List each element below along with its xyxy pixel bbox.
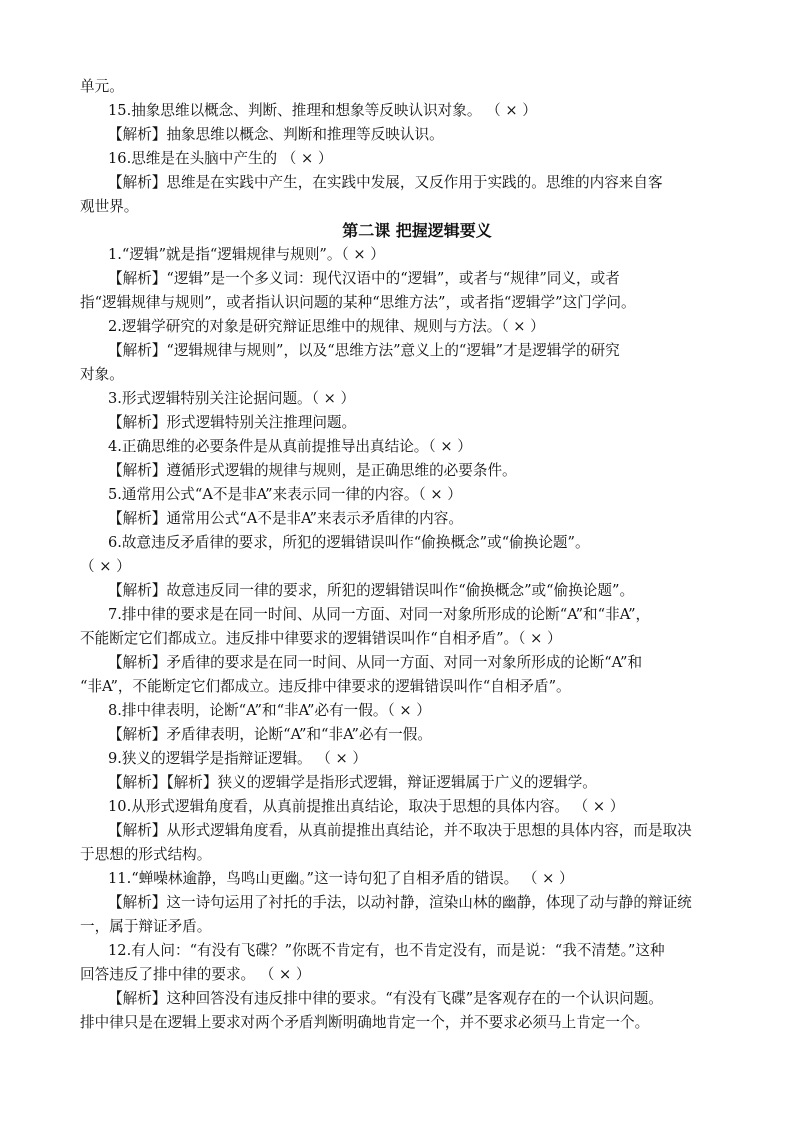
text-line: 指“逻辑规律与规则”，或者指认识问题的某种“思维方法”，或者指“逻辑学”这门学问。 [80,294,636,311]
text-line: 【解析】这种回答没有违反排中律的要求。“有没有飞碟”是客观存在的一个认识问题。 [108,990,663,1007]
text-line: 【解析】“逻辑规律与规则”，以及“思维方法”意义上的“逻辑”才是逻辑学的研究 [108,342,620,359]
text-line: 【解析】矛盾律表明，论断“A”和“非A”必有一假。 [108,726,432,743]
text-line: 【解析】“逻辑”是一个多义词：现代汉语中的“逻辑”，或者与“规律”同义，或者 [108,270,620,287]
text-line: 5.通常用公式“A不是非A”来表示同一律的内容。（ × ） [108,486,462,503]
text-line: 11.“蝉噪林逾静，鸟鸣山更幽。”这一诗句犯了自相矛盾的错误。 （ × ） [108,870,574,887]
text-line: 一，属于辩证矛盾。 [80,918,212,935]
section-title: 第二课 把握逻辑要义 [342,221,492,240]
text-line: 【解析】通常用公式“A不是非A”来表示矛盾律的内容。 [108,510,463,527]
text-line: 8.排中律表明，论断“A”和“非A”必有一假。（ × ） [108,702,431,719]
text-line: 于思想的形式结构。 [80,846,212,863]
text-line: 12.有人问：“有没有飞碟？”你既不肯定有，也不肯定没有，而是说：“我不清楚。”这种 [108,942,665,959]
text-line: 【解析】遵循形式逻辑的规律与规则，是正确思维的必要条件。 [108,462,517,479]
text-line: 单元。 [80,78,124,95]
text-line: 1.“逻辑”就是指“逻辑规律与规则”。（ × ） [108,246,385,263]
text-line: 【解析】形式逻辑特别关注推理问题。 [108,414,357,431]
text-line: 【解析】故意违反同一律的要求，所犯的逻辑错误叫作“偷换概念”或“偷换论题”。 [108,582,635,599]
text-line: 【解析】思维是在实践中产生，在实践中发展，又反作用于实践的。思维的内容来自客 [108,174,663,191]
text-line: 16.思维是在头脑中产生的 （ × ） [108,150,333,167]
text-line: 2.逻辑学研究的对象是研究辩证思维中的规律、规则与方法。（ × ） [108,318,545,335]
text-line: 4.正确思维的必要条件是从真前提推导出真结论。（ × ） [108,438,472,455]
text-line: 不能断定它们都成立。违反排中律要求的逻辑错误叫作“自相矛盾”。（ × ） [80,630,562,647]
text-line: 观世界。 [80,198,139,215]
text-line: 【解析】抽象思维以概念、判断和推理等反映认识。 [108,126,444,143]
text-line: 【解析】【解析】狭义的逻辑学是指形式逻辑，辩证逻辑属于广义的逻辑学。 [108,774,597,791]
text-line: 7.排中律的要求是在同一时间、从同一方面、对同一对象所形成的论断“A”和“非A”， [108,606,651,623]
text-line: 15.抽象思维以概念、判断、推理和想象等反映认识对象。 （ × ） [108,102,537,119]
text-line: 【解析】这一诗句运用了衬托的手法，以动衬静，渲染山林的幽静，体现了动与静的辩证统 [108,894,692,911]
text-line: “非A”，不能断定它们都成立。违反排中律要求的逻辑错误叫作“自相矛盾”。 [80,678,571,695]
text-line: 3.形式逻辑特别关注论据问题。（ × ） [108,390,356,407]
text-line: 6.故意违反矛盾律的要求，所犯的逻辑错误叫作“偷换概念”或“偷换论题”。 [108,534,590,551]
text-line: （ × ） [80,558,131,575]
text-line: 10.从形式逻辑角度看，从真前提推出真结论，取决于思想的具体内容。 （ × ） [108,798,625,815]
text-line: 对象。 [80,366,124,383]
text-line: 9.狭义的逻辑学是指辩证逻辑。 （ × ） [108,750,367,767]
text-line: 排中律只是在逻辑上要求对两个矛盾判断明确地肯定一个，并不要求必须马上肯定一个。 [80,1014,650,1031]
text-line: 回答违反了排中律的要求。 （ × ） [80,966,311,983]
text-line: 【解析】矛盾律的要求是在同一时间、从同一方面、对同一对象所形成的论断“A”和 [108,654,643,671]
text-line: 【解析】从形式逻辑角度看，从真前提推出真结论，并不取决于思想的具体内容，而是取决 [108,822,692,839]
